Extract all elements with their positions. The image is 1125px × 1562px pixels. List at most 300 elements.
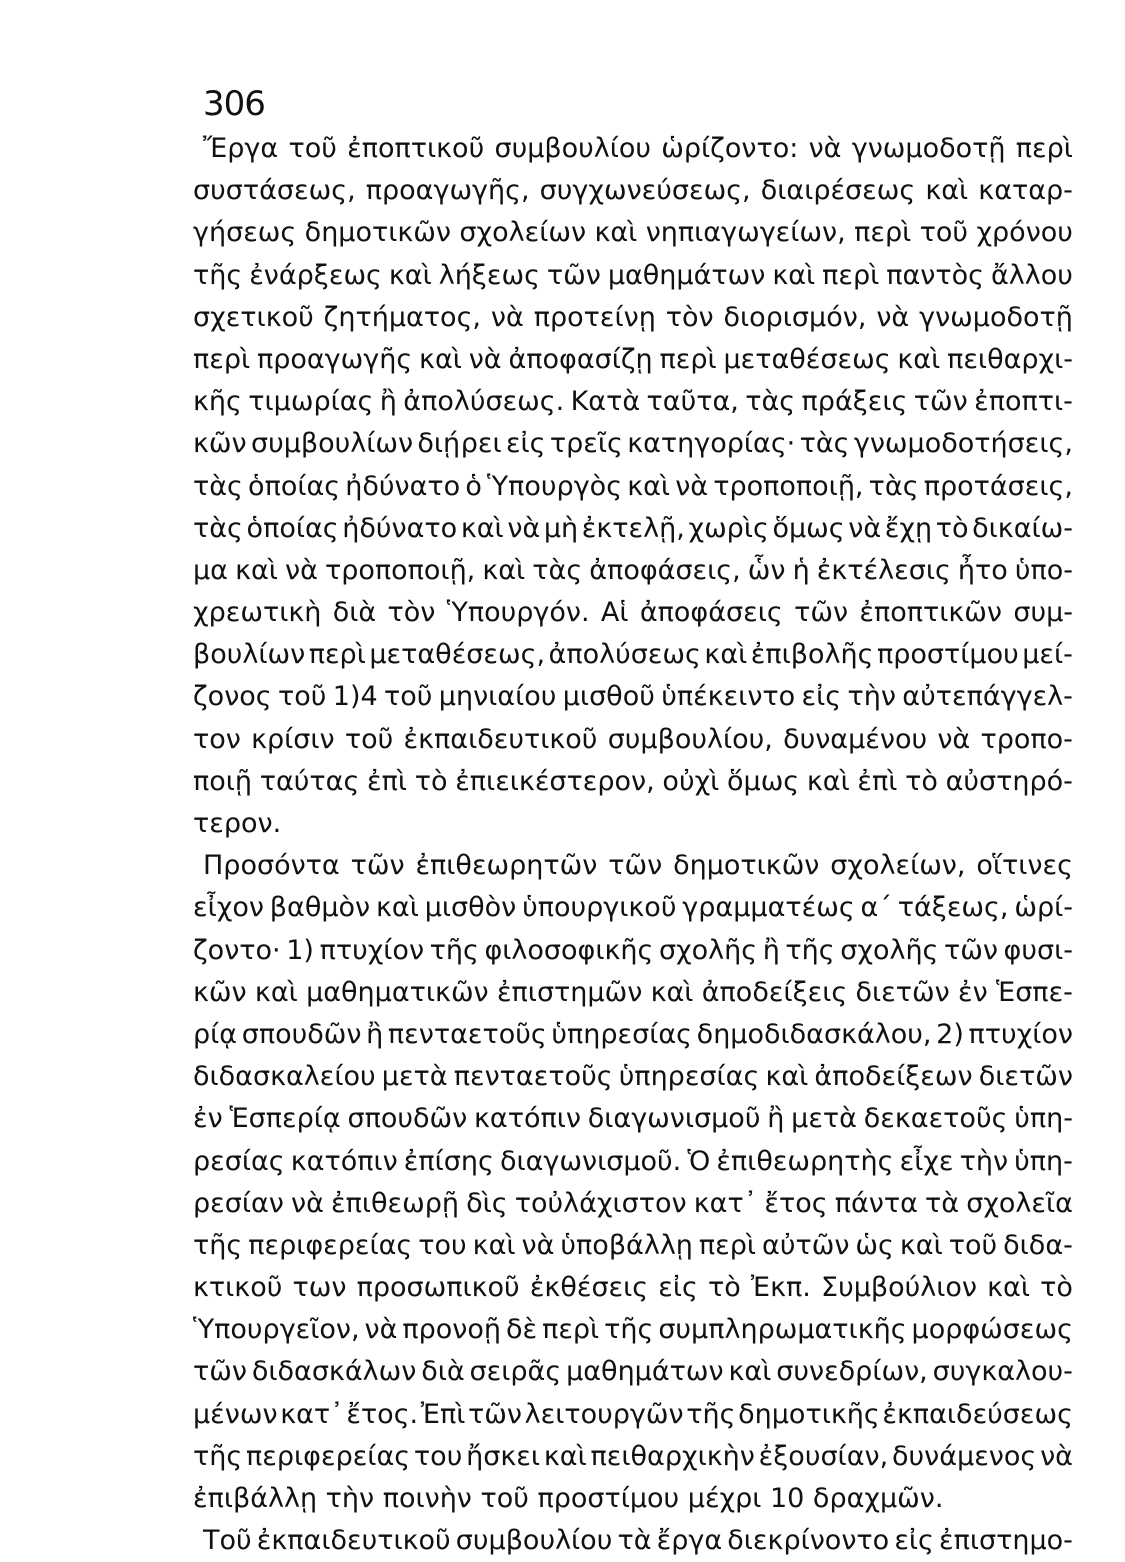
text-line: [193, 170, 1073, 212]
word: ὧν: [747, 554, 786, 586]
word: ἐξουσίαν,: [758, 1440, 889, 1472]
word: σχολεῖα: [966, 1187, 1073, 1219]
word: καὶ: [594, 217, 638, 249]
word: δημοδιδασκάλου,: [696, 1018, 932, 1050]
word: ὁποίας: [248, 470, 341, 502]
word: καὶ: [375, 892, 419, 924]
word: εἰς: [801, 681, 842, 713]
word: καὶ: [806, 765, 850, 797]
word: διὰ: [332, 597, 377, 629]
word: ὑπηρεσίας: [551, 1018, 693, 1050]
text-line: [193, 1141, 1073, 1183]
word: τοῦ: [384, 681, 433, 713]
word: μετὰ: [791, 1103, 857, 1135]
word: διδασκάλων: [251, 1356, 417, 1388]
word: δὲ: [505, 1314, 538, 1346]
word: ἐποπτικοῦ: [347, 133, 485, 164]
text-line: [193, 423, 1073, 465]
word: τὰς: [745, 386, 796, 418]
text-line: [193, 803, 1073, 845]
word: ἔχῃ: [884, 512, 933, 544]
text-line: [193, 1056, 1073, 1098]
word: κατ᾽: [280, 1398, 344, 1430]
text-line: [193, 508, 1073, 550]
word: τον: [193, 723, 241, 755]
word: ἐπίσης: [403, 1145, 494, 1177]
word: ἡ: [792, 554, 810, 586]
word: σειρᾶς: [469, 1356, 562, 1388]
word: ρίᾳ: [193, 1018, 238, 1050]
word: διορισμόν,: [723, 301, 867, 333]
word: νὰ: [521, 1229, 555, 1261]
word: κατόπιν: [290, 1145, 398, 1177]
word: τοῦ: [919, 217, 969, 249]
text-line: [193, 255, 1073, 297]
word: τῆς: [193, 1229, 243, 1261]
word: τοὐλάχιστον: [514, 1187, 687, 1219]
word: προαγωγῆς: [256, 343, 413, 375]
text-line: [193, 466, 1073, 508]
word: καὶ: [419, 343, 462, 375]
text-line: [193, 297, 1073, 339]
word: τοῦ: [278, 681, 327, 713]
word: χρεωτικὴ: [193, 597, 322, 629]
word: τιμωρίας: [248, 386, 374, 418]
word: ἠδύνατο: [342, 512, 458, 544]
word: τάξεως,: [897, 892, 1009, 924]
word: ὡς: [855, 1229, 894, 1261]
text-line: [193, 1309, 1073, 1351]
word: τῶν: [913, 386, 968, 418]
word: του: [413, 1440, 463, 1472]
word: μεί-: [1022, 639, 1073, 671]
text-line: [193, 339, 1073, 381]
word: λήξεως: [438, 259, 540, 291]
word: σχολῆς: [658, 934, 758, 966]
word: τὴν: [959, 1145, 1009, 1177]
text-line: [193, 592, 1073, 634]
word: μορφώσεως: [911, 1314, 1073, 1346]
word: συνεδρίων,: [776, 1356, 928, 1388]
text-line: [193, 550, 1073, 592]
word: Ὑπουργόν.: [446, 597, 590, 629]
word: φιλοσοφικῆς: [484, 934, 654, 966]
body-text: [193, 128, 1073, 1562]
word: χρόνου: [976, 217, 1073, 249]
word: πενταετοῦς: [387, 1018, 547, 1050]
word: α΄: [860, 892, 892, 924]
word: περὶ: [542, 1314, 600, 1346]
word: ζητήματος,: [323, 301, 482, 333]
word: ὑποβάλλῃ: [560, 1229, 693, 1261]
word: τῶν: [546, 259, 601, 291]
word: καὶ: [897, 343, 941, 375]
word: συμβουλίου,: [607, 723, 773, 755]
word: ἢ: [767, 1103, 785, 1135]
word: σχολῆς: [840, 934, 939, 966]
word: σπουδῶν: [241, 1018, 362, 1050]
word: τρεῖς: [549, 428, 623, 460]
word: ζοντο·: [193, 934, 281, 966]
word: συμβουλίου: [494, 133, 652, 164]
word: συγχωνεύσεως,: [539, 175, 751, 207]
word: νὰ: [1040, 1440, 1073, 1472]
word: πενταετοῦς: [453, 1061, 613, 1093]
word: πάντα: [834, 1187, 918, 1219]
word: τοῦ: [288, 133, 337, 164]
text-line: [193, 719, 1073, 761]
word: ζονος: [193, 681, 272, 713]
word: καὶ: [925, 175, 969, 207]
word: ἔτος: [764, 1187, 828, 1219]
word: καὶ: [254, 976, 298, 1008]
word: γνωμοδοτῇ: [851, 133, 1006, 164]
word: νὰ: [490, 301, 524, 333]
word: εἰς: [658, 1272, 698, 1304]
word: μετὰ: [381, 1061, 448, 1093]
word: ἐκπαιδευτικοῦ: [403, 723, 598, 755]
word: καὶ: [987, 1272, 1030, 1304]
word: ταῦτα,: [646, 386, 739, 418]
word: μισθοῦ: [562, 681, 655, 713]
word: μένων: [193, 1398, 278, 1430]
word: νὰ: [876, 301, 910, 333]
word: κῶν: [193, 976, 247, 1008]
word: ὁ: [465, 470, 482, 502]
word: ἀποφασίζῃ: [508, 343, 653, 375]
word: τοῦ: [344, 723, 394, 755]
word: περὶ: [1015, 133, 1073, 164]
word: περὶ: [698, 1229, 757, 1261]
word: πειθαρχι-: [947, 343, 1073, 375]
word: ποιῇ: [193, 765, 253, 797]
word: ἀπολύσεως.: [403, 386, 565, 418]
word: πειθαρχικὴν: [590, 1440, 755, 1472]
text-line: [193, 1267, 1073, 1309]
word: προνοῇ: [402, 1314, 502, 1346]
word: μαθηματικῶν: [306, 976, 489, 1008]
word: βουλίων: [193, 639, 306, 671]
word: ἐπιθεωρητὴς: [716, 1145, 894, 1177]
word: καὶ: [472, 1229, 516, 1261]
word: τῆς: [193, 1440, 243, 1472]
word: τῆς: [193, 259, 243, 291]
word: τῶν: [608, 850, 663, 882]
word: νὰ: [507, 512, 541, 544]
word: ἀποφάσεις,: [589, 554, 741, 586]
word: τοῦ: [948, 1229, 998, 1261]
word: ἠδύνατο: [345, 470, 461, 502]
word: ἀπολύσεως: [548, 639, 701, 671]
word: ὅμως: [727, 765, 800, 797]
word: βαθμὸν: [269, 892, 371, 924]
word: τῶν: [468, 1398, 522, 1430]
word: τὸ: [1040, 1272, 1073, 1304]
word: ὑπη-: [1014, 1145, 1073, 1177]
word: μισθὸν: [424, 892, 517, 924]
word: αὐστηρό-: [945, 765, 1073, 797]
word: σπουδῶν: [347, 1103, 468, 1135]
word: διδασκαλείου: [193, 1061, 376, 1093]
word: ἐκθέσεις: [529, 1272, 649, 1304]
word: τῆς: [604, 1314, 654, 1346]
word: νηπιαγωγείων,: [645, 217, 846, 249]
word: ἔργα: [656, 1525, 723, 1557]
word: ἤσκει: [466, 1440, 541, 1472]
word: γραμματέως: [682, 892, 855, 924]
text-line: [193, 1436, 1073, 1478]
word: ὡρίζοντο:: [661, 133, 799, 164]
word: μεταθέσεως,: [369, 639, 546, 671]
word: εἶχε: [899, 1145, 954, 1177]
word: νὰ: [364, 1314, 398, 1346]
word: μαθημάτων: [607, 259, 766, 291]
word: ἢ: [366, 1018, 384, 1050]
word: τὰς: [532, 554, 583, 586]
word: προαγωγῆς,: [365, 175, 530, 207]
word: ἐκτελῇ,: [581, 512, 685, 544]
word: περὶ: [659, 343, 717, 375]
word: ἐποπτι-: [974, 386, 1073, 418]
word: διαγωνισμοῦ.: [499, 1145, 682, 1177]
text-line: [193, 381, 1073, 423]
word: ἐπιεικέστερον,: [455, 765, 655, 797]
word: Ἑσπε-: [996, 976, 1073, 1008]
word: γνωμοδοτήσεις,: [853, 428, 1073, 460]
word: ἐπιστημο-: [939, 1525, 1073, 1557]
word: καὶ: [704, 639, 748, 671]
word: πτυχίον: [968, 1018, 1073, 1050]
word: τὸν: [665, 301, 714, 333]
word: λειτουργῶν: [524, 1398, 684, 1430]
word: κατ᾽: [693, 1187, 758, 1219]
word: καὶ: [460, 512, 504, 544]
word: σχολείων: [459, 217, 587, 249]
word: οὐχὶ: [662, 765, 720, 797]
word: ἀποδείξεων: [814, 1061, 973, 1093]
word: ὑπο-: [1014, 554, 1073, 586]
word: ἀποφάσεις: [639, 597, 783, 629]
word: μηνιαίου: [438, 681, 557, 713]
page-number: 306: [203, 84, 265, 124]
word: ὑπουργικοῦ: [522, 892, 677, 924]
word: ταύτας: [259, 765, 360, 797]
word: καὶ: [627, 470, 671, 502]
word: περὶ: [822, 259, 880, 291]
word: τῶν: [944, 934, 998, 966]
text-line: [193, 887, 1073, 929]
word: Αἱ: [600, 597, 629, 629]
word: προτάσεις,: [923, 470, 1073, 502]
text-line: [193, 930, 1073, 972]
word: χωρὶς: [688, 512, 769, 544]
word: καὶ: [650, 976, 694, 1008]
word: δημοτικῶν: [673, 850, 820, 882]
text-line-content: τερον.: [193, 808, 282, 839]
word: νὰ: [848, 512, 882, 544]
word: γνωμοδοτῇ: [919, 301, 1073, 333]
word: ἐπὶ: [857, 765, 898, 797]
word: 2): [936, 1018, 964, 1050]
word: σχολείων,: [830, 850, 966, 882]
word: οἵτινες: [976, 850, 1073, 882]
word: διὰ: [421, 1356, 465, 1388]
word: τροποποιῇ,: [713, 470, 864, 502]
word: τὸ: [935, 512, 969, 544]
word: ὡρί-: [1014, 892, 1073, 924]
word: Κατὰ: [570, 386, 641, 418]
word: ἐν: [958, 976, 988, 1008]
word: τὰς: [193, 470, 243, 502]
word: καὶ: [899, 1229, 943, 1261]
word: μαθημάτων: [566, 1356, 724, 1388]
word: τὸν: [387, 597, 436, 629]
text-line: [193, 1183, 1073, 1225]
word: Ἐκπ.: [750, 1272, 811, 1304]
text-line: [193, 1225, 1073, 1267]
word: Τοῦ: [203, 1525, 252, 1557]
word: τῆς: [429, 934, 479, 966]
word: ἐπιβολῆς: [750, 639, 874, 671]
text-line: [193, 1014, 1073, 1056]
word: καὶ: [543, 1440, 587, 1472]
word: ἐκπαιδεύσεως: [882, 1398, 1073, 1430]
word: παντὸς: [886, 259, 984, 291]
word: μεταθέσεως: [723, 343, 891, 375]
word: ἐν: [193, 1103, 223, 1135]
word: τὸ: [414, 765, 448, 797]
word: δεκαετοῦς: [863, 1103, 1008, 1135]
word: δικαίω-: [972, 512, 1073, 544]
word: κρίσιν: [251, 723, 335, 755]
word: αὐτῶν: [762, 1229, 850, 1261]
word: νὰ: [937, 723, 971, 755]
word: τὰ: [617, 1525, 652, 1557]
word: ἄλλου: [990, 259, 1073, 291]
text-line: [193, 634, 1073, 676]
word: συγκαλου-: [932, 1356, 1073, 1388]
word: τῆς: [785, 934, 835, 966]
word: καὶ: [235, 554, 278, 586]
word: τὸ: [708, 1272, 741, 1304]
word: τῶν: [794, 597, 849, 629]
word: διδα-: [1003, 1229, 1073, 1261]
word: Ἔργα: [203, 133, 279, 164]
word: των: [292, 1272, 347, 1304]
word: καὶ: [772, 259, 816, 291]
word: ἐνάρξεως: [249, 259, 382, 291]
word: ρεσίαν: [193, 1187, 284, 1219]
word: ἐπιστημῶν: [496, 976, 643, 1008]
word: κῶν: [193, 428, 247, 460]
word: συμβουλίου: [455, 1525, 613, 1557]
word: ὑπη-: [1014, 1103, 1073, 1135]
word: τὰ: [925, 1187, 960, 1219]
text-line: [193, 128, 1073, 170]
word: τροπο-: [980, 723, 1073, 755]
word: μὴ: [543, 512, 579, 544]
word: τροποποιῇ,: [324, 554, 476, 586]
word: τὸ: [905, 765, 938, 797]
word: ὑπηρεσίας: [618, 1061, 760, 1093]
text-line: [193, 212, 1073, 254]
text-line: [193, 1394, 1073, 1436]
word: τὰς: [868, 470, 919, 502]
word: διαιρέσεως: [760, 175, 916, 207]
word: εἰς: [505, 428, 546, 460]
word: καὶ: [728, 1356, 772, 1388]
word: προσωπικοῦ: [356, 1272, 520, 1304]
word: περὶ: [854, 217, 912, 249]
word: προτείνῃ: [533, 301, 656, 333]
word: συμβουλίων: [250, 428, 414, 460]
text-line-content: ἐπιβάλλῃ τὴν ποινὴν τοῦ προστίμου μέχρι 10 δραχμῶν.: [193, 1483, 944, 1514]
word: αὐτεπάγγελ-: [902, 681, 1073, 713]
word: κατόπιν: [474, 1103, 581, 1135]
word: ἢ: [762, 934, 780, 966]
word: τῆς: [686, 1398, 736, 1430]
word: 1)4: [332, 681, 378, 713]
word: συστάσεως,: [193, 175, 356, 207]
word: εἶχον: [193, 892, 264, 924]
word: περιφερείας: [248, 1229, 413, 1261]
word: νὰ: [285, 554, 318, 586]
text-line: [193, 972, 1073, 1014]
word: Ὑπουργεῖον,: [193, 1314, 360, 1346]
word: ὑπέκειντο: [661, 681, 796, 713]
word: γήσεως: [193, 217, 297, 249]
word: καὶ: [765, 1061, 809, 1093]
word: τὰς: [193, 512, 243, 544]
word: δυναμένου: [783, 723, 928, 755]
word: νὰ: [675, 470, 709, 502]
word: δὶς: [466, 1187, 508, 1219]
text-line: [193, 1351, 1073, 1393]
word: κτικοῦ: [193, 1272, 283, 1304]
word: ἐποπτικῶν: [859, 597, 1002, 629]
word: πράξεις: [801, 386, 908, 418]
word: τὴν: [847, 681, 896, 713]
word: φυσι-: [1003, 934, 1073, 966]
word: 1): [286, 934, 314, 966]
text-line: [193, 1478, 1073, 1520]
word: διῄρει: [417, 428, 502, 460]
word: καὶ: [388, 259, 432, 291]
word: ἦτο: [957, 554, 1008, 586]
word: ἐκπαιδευτικοῦ: [256, 1525, 451, 1557]
word: κατηγορίας·: [627, 428, 796, 460]
word: κῆς: [193, 386, 242, 418]
word: προστίμου: [876, 639, 1019, 671]
word: σχετικοῦ: [193, 301, 314, 333]
word: νὰ: [291, 1187, 324, 1219]
word: Ἑσπερίᾳ: [229, 1103, 341, 1135]
word: συμ-: [1013, 597, 1073, 629]
word: ἢ: [379, 386, 397, 418]
text-line: [193, 761, 1073, 803]
word: τὰς: [799, 428, 850, 460]
word: καταρ-: [978, 175, 1073, 207]
word: δυνάμενος: [892, 1440, 1037, 1472]
word: διετῶν: [855, 976, 950, 1008]
word: ἐπὶ: [367, 765, 408, 797]
word: μα: [193, 554, 228, 586]
word: περὶ: [308, 639, 366, 671]
word: ὅμως: [772, 512, 845, 544]
word: διεκρίνοντο: [727, 1525, 890, 1557]
word: περιφερείας: [246, 1440, 411, 1472]
word: τῶν: [350, 850, 405, 882]
